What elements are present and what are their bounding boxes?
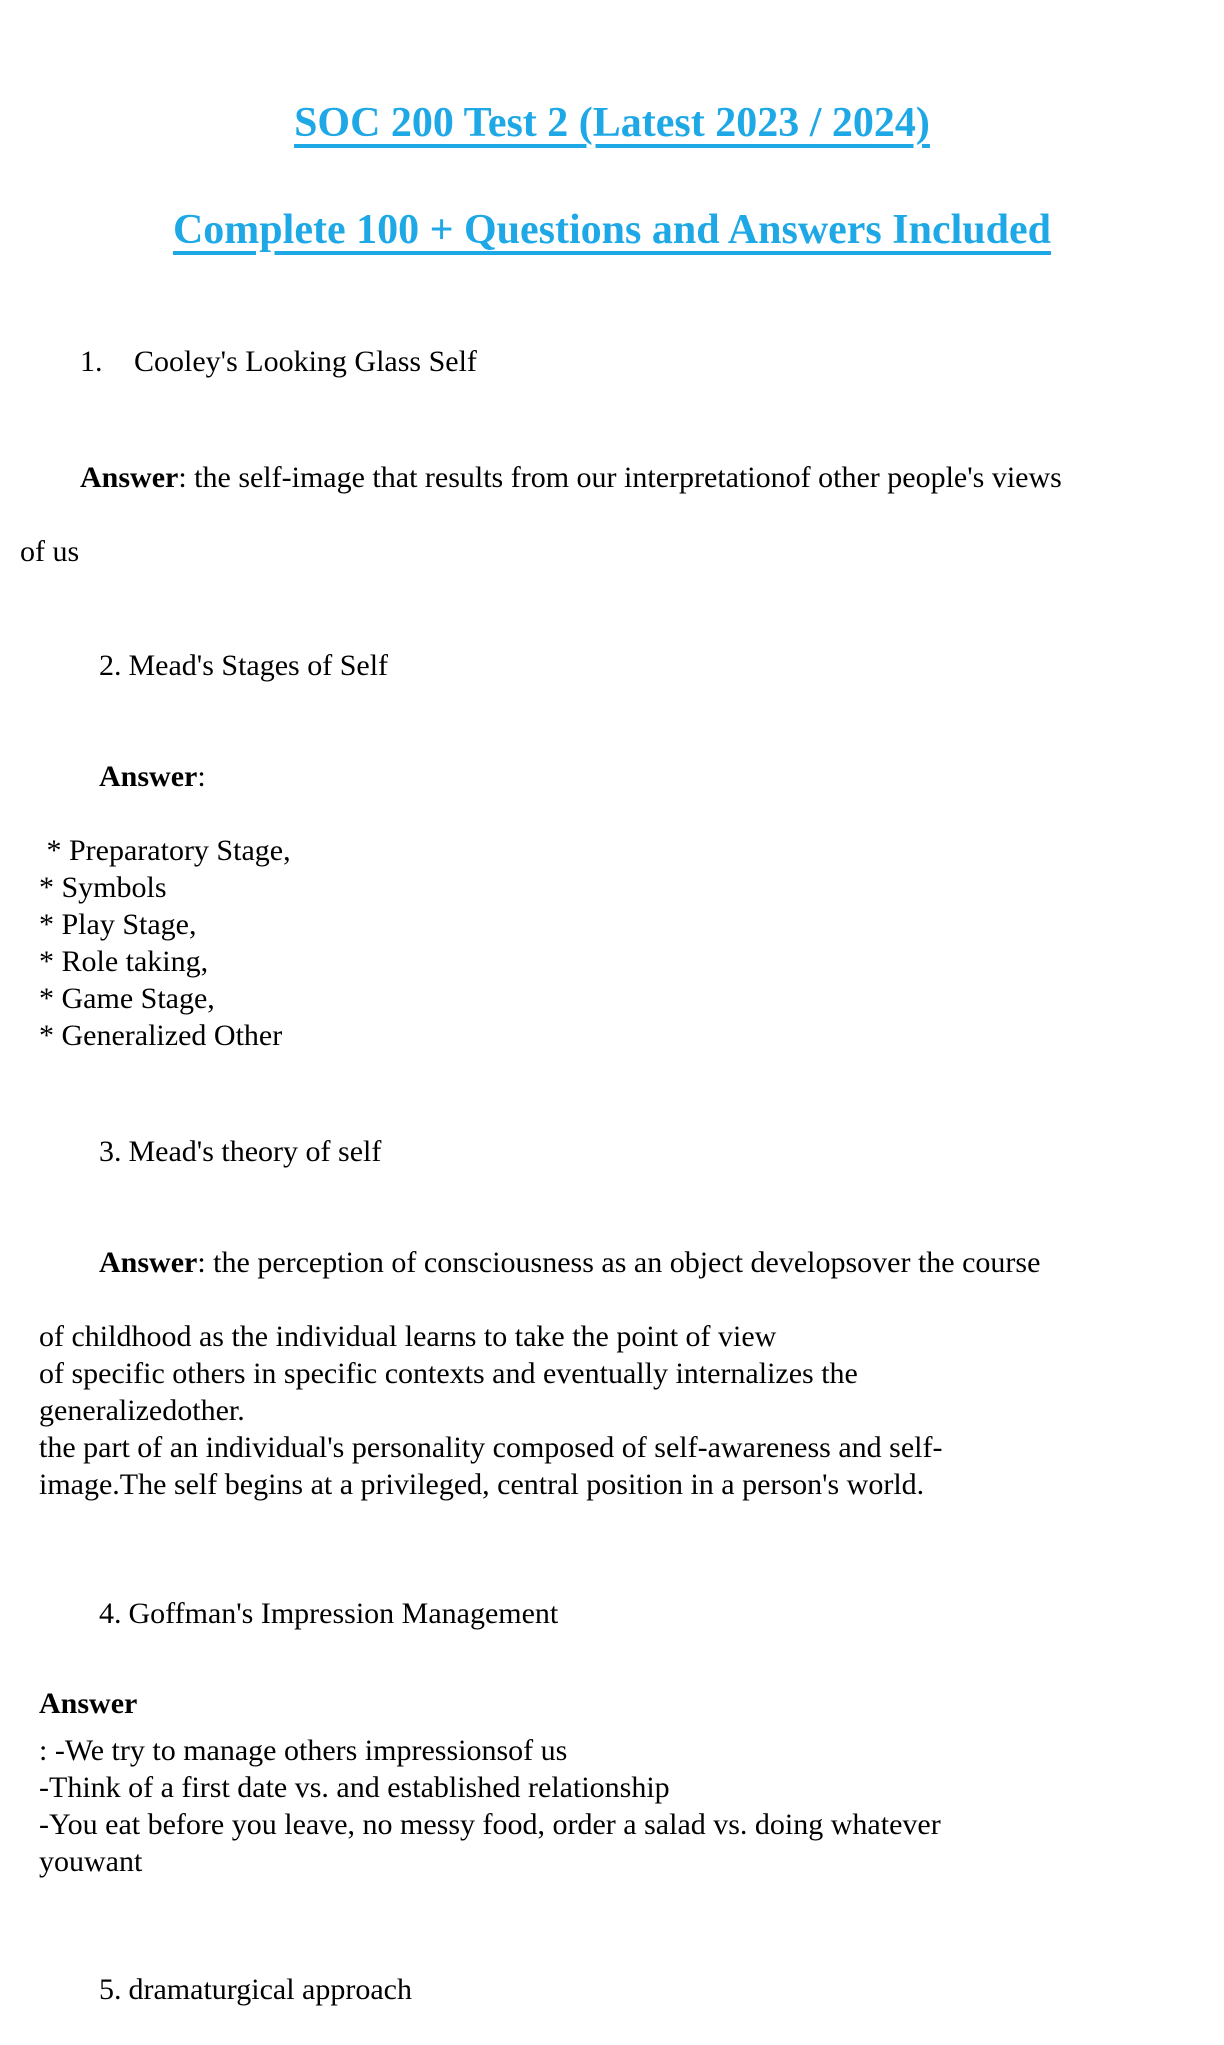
- answer-line: youwant: [39, 1845, 143, 1879]
- question-block-1: [20, 306, 1178, 570]
- question-block-2: [39, 610, 1178, 1054]
- answer-label-paragraph: [39, 1685, 1178, 1722]
- subtitle-row: [0, 207, 1224, 254]
- question-text: Mead's Stages of Self: [128, 649, 389, 683]
- question-text: dramaturgical approach: [128, 1973, 412, 2007]
- answer-line: : -We try to manage others impressionsof us: [39, 1734, 568, 1768]
- answer-line: * Game Stage,: [39, 982, 215, 1016]
- question-heading: [39, 1934, 1178, 2045]
- answer-label: Answer: [99, 760, 198, 794]
- question-number: 3.: [99, 1135, 122, 1169]
- answer-line: * Generalized Other: [39, 1019, 283, 1053]
- question-text: Mead's theory of self: [128, 1135, 382, 1169]
- answer-line: * Symbols: [39, 871, 167, 905]
- question-text: Cooley's Looking Glass Self: [134, 345, 477, 379]
- title-section: [0, 0, 1224, 254]
- answer-line: generalizedother.: [39, 1394, 245, 1428]
- answer-label: Answer: [39, 1687, 138, 1721]
- question-heading: [39, 610, 1178, 721]
- question-block-5: [39, 1934, 1178, 2045]
- question-number: 4.: [99, 1597, 122, 1631]
- question-block-4: [39, 1558, 1178, 1880]
- page-subtitle: Complete 100 + Questions and Answers Included: [172, 207, 1052, 254]
- answer-line: [39, 721, 1178, 832]
- answer-inline-text: :: [197, 760, 206, 794]
- page-title: SOC 200 Test 2 (Latest 2023 / 2024): [294, 100, 930, 146]
- questions-list: [0, 254, 1224, 2045]
- answer-line: [39, 1207, 1178, 1318]
- answer-line: of us: [20, 535, 80, 569]
- answer-line: -You eat before you leave, no messy food, order a salad vs. doing whatever: [39, 1808, 941, 1842]
- answer-line: of specific others in specific contexts and eventually internalizes the: [39, 1357, 858, 1391]
- question-number: 5.: [99, 1973, 122, 2007]
- answer-inline-text: : the perception of consciousness as an object developsover the course: [197, 1246, 1041, 1280]
- answer-line: * Preparatory Stage,: [39, 834, 291, 868]
- question-heading: [39, 1096, 1178, 1207]
- answer-inline-text: : the self-image that results from our interpretationof other people's views: [178, 461, 1062, 495]
- question-text: Goffman's Impression Management: [128, 1597, 559, 1631]
- question-number: 2.: [99, 649, 122, 683]
- answer-line: * Play Stage,: [39, 908, 197, 942]
- question-heading: [39, 1558, 1178, 1669]
- answer-label: Answer: [99, 1246, 198, 1280]
- question-heading: [20, 306, 1178, 417]
- question-number: 1.: [80, 345, 103, 379]
- answer-line: the part of an individual's personality composed of self-awareness and self-: [39, 1431, 943, 1465]
- answer-label: Answer: [80, 461, 179, 495]
- answer-line: -Think of a first date vs. and established relationship: [39, 1771, 670, 1805]
- answer-line: image.The self begins at a privileged, central position in a person's world.: [39, 1468, 925, 1502]
- question-block-3: [39, 1096, 1178, 1503]
- answer-line: [20, 422, 1178, 533]
- answer-line: * Role taking,: [39, 945, 209, 979]
- answer-line: of childhood as the individual learns to take the point of view: [39, 1320, 777, 1354]
